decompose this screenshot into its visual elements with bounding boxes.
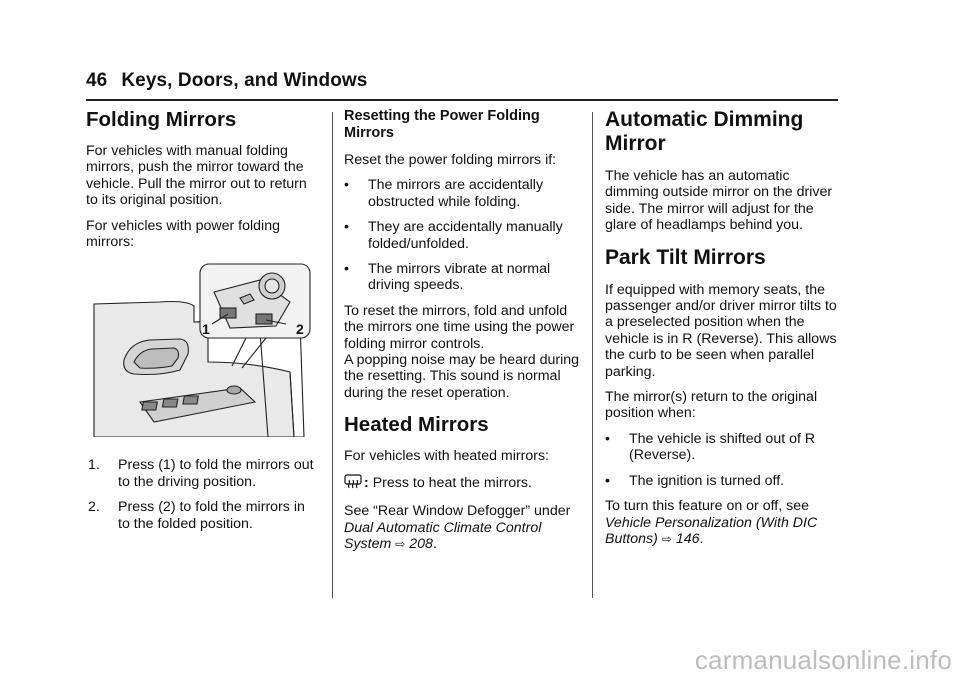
step-text: Press (2) to fold the mirrors in to the folded position. (118, 499, 305, 532)
column-2 (344, 108, 580, 561)
header-rule (86, 99, 838, 101)
auto-title-line-1: Automatic Dimming (605, 108, 804, 131)
auto-dimming-paragraph: The vehicle has an automatic dimming outside mirror on the driver side. The mirror will adjust for the glare of headlamps behind you. (605, 168, 833, 234)
bullet-text: The mirrors are accidentally obstructed while folding. (368, 177, 544, 210)
page-arrow-icon: ⇨ (661, 531, 672, 546)
list-item (344, 219, 580, 252)
turn-ref-link[interactable]: Vehicle Personalization (With DIC Buttons) (605, 514, 818, 547)
automatic-dimming-heading (605, 108, 845, 156)
power-folding-intro: For vehicles with power folding mirrors: (86, 217, 280, 251)
bullet-text: The ignition is turned off. (629, 472, 785, 489)
step-1 (86, 457, 318, 490)
heated-intro: For vehicles with heated mirrors: (344, 448, 549, 465)
folding-mirrors-heading: Folding Mirrors (86, 108, 237, 131)
heated-mirrors-heading: Heated Mirrors (344, 413, 489, 437)
list-item (344, 261, 580, 294)
bullet-marker: • (344, 219, 349, 236)
see-text: See “Rear Window Defogger” under (344, 503, 571, 520)
list-item (605, 431, 845, 464)
heated-item (344, 474, 580, 494)
see-ref-link[interactable]: Dual Automatic Climate Control System (344, 519, 542, 552)
callout-1: 1 (202, 321, 210, 338)
see-end: . (432, 535, 437, 552)
list-item (605, 473, 845, 489)
bullet-text: The mirrors vibrate at normal driving speeds. (368, 261, 551, 294)
bullet-marker: • (605, 430, 610, 447)
rear-defog-icon (344, 474, 362, 494)
page-number: 46 (86, 70, 108, 91)
step-number: 1. (88, 457, 100, 474)
bullet-marker: • (344, 261, 349, 278)
resetting-heading: Resetting the Power Folding Mirrors (344, 108, 540, 141)
bullet-marker: • (605, 472, 610, 489)
turn-text: To turn this feature on or off, see (605, 498, 809, 515)
auto-title-line-2: Mirror (605, 132, 666, 155)
page-header (86, 70, 367, 92)
see-reference (344, 503, 580, 552)
mirror-controls-illustration (90, 262, 315, 437)
bullet-marker: • (344, 177, 349, 194)
turn-page: 146 (675, 530, 700, 547)
step-number: 2. (88, 499, 100, 516)
park-tilt-heading: Park Tilt Mirrors (605, 245, 766, 269)
see-page: 208 (409, 535, 433, 552)
reset-paragraph-1: To reset the mirrors, fold and unfold the mirrors one time using the power folding mirror controls. (344, 302, 575, 352)
column-divider-1 (332, 112, 333, 598)
callout-2: 2 (296, 321, 304, 338)
item-separator: : (364, 474, 369, 491)
step-2 (86, 499, 318, 532)
bullet-text: The vehicle is shifted out of R (Reverse). (629, 430, 816, 464)
park-paragraph-2: The mirror(s) return to the original position when: (605, 389, 818, 422)
list-item (344, 177, 580, 210)
step-text: Press (1) to fold the mirrors out to the driving position. (118, 457, 314, 490)
park-paragraph-1: If equipped with memory seats, the passenger and/or driver mirror tilts to a preselected position when the vehicle is in R (Reverse). This allows the curb to be seen when parallel parking. (605, 281, 837, 380)
section-title: Keys, Doors, and Windows (121, 70, 368, 91)
column-1 (86, 108, 318, 541)
column-3 (605, 108, 845, 556)
bullet-text: They are accidentally manually folded/unfolded. (368, 219, 563, 252)
page-arrow-icon: ⇨ (395, 536, 406, 551)
watermark: carmanualsonline.info (694, 645, 952, 675)
turn-end: . (699, 530, 704, 547)
manual-folding-paragraph: For vehicles with manual folding mirrors, push the mirror toward the vehicle. Pull the mirror out to return to its original position. (86, 143, 307, 209)
turn-reference (605, 498, 845, 547)
reset-paragraph-2: A popping noise may be heard during the resetting. This sound is normal during the reset operation. (344, 352, 580, 401)
reset-intro: Reset the power folding mirrors if: (344, 152, 557, 168)
heated-item-text: Press to heat the mirrors. (372, 474, 532, 491)
column-divider-2 (592, 112, 593, 598)
